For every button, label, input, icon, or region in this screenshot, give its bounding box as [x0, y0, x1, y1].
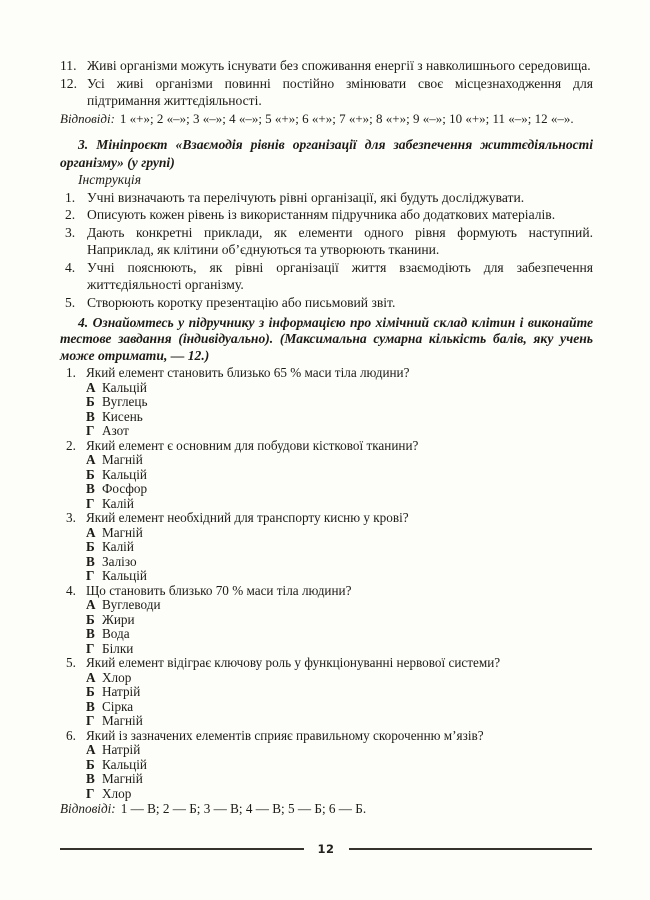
questions-list — [60, 366, 593, 801]
answer-option — [60, 410, 593, 425]
test-section — [60, 315, 593, 817]
answer-option — [60, 468, 593, 483]
item-number: 3. — [65, 224, 76, 240]
option-text: Магній — [102, 771, 143, 787]
miniproject-section — [60, 136, 593, 311]
answer-option — [60, 685, 593, 700]
option-letter: А — [86, 669, 96, 685]
option-letter: В — [86, 698, 95, 714]
answer-option — [60, 714, 593, 729]
option-letter: Б — [86, 466, 95, 482]
item-text: Який елемент необхідний для транспорту кисню у крові? — [86, 510, 409, 526]
option-text: Натрій — [102, 742, 141, 758]
option-letter: Б — [86, 539, 95, 555]
option-text: Кальцій — [102, 568, 147, 584]
option-text: Вуглеводи — [102, 597, 161, 613]
statement-item — [60, 57, 593, 75]
option-letter: Г — [86, 713, 95, 729]
question-text — [60, 584, 593, 599]
answers-label: Відповіді: — [60, 801, 116, 817]
item-text: Створюють коротку презентацію або письмовий звіт. — [87, 294, 396, 310]
option-text: Кальцій — [102, 756, 147, 772]
answer-option — [60, 613, 593, 628]
answers-values: 1 «+»; 2 «–»; 3 «–»; 4 «–»; 5 «+»; 6 «+»; 7 «+»; 8 «+»; 9 «–»; 10 «+»; 11 «–»; 12 «–». — [119, 110, 574, 126]
answer-option — [60, 540, 593, 555]
answer-option — [60, 700, 593, 715]
option-text: Натрій — [102, 684, 141, 700]
miniproject-heading: 3. Мініпроєкт «Взаємодія рівнів організації для забезпечення життєдіяльності організму» (у групі) — [60, 137, 593, 170]
item-number: 2. — [66, 437, 76, 453]
option-letter: Б — [86, 756, 95, 772]
option-letter: В — [86, 481, 95, 497]
item-number: 2. — [65, 207, 76, 222]
answer-option — [60, 555, 593, 570]
option-text: Кальцій — [102, 379, 147, 395]
statements-section — [60, 57, 593, 127]
item-text: Усі живі організми повинні постійно змінювати своє місцезнаходження для підтримання життєдіяльності. — [87, 75, 593, 108]
option-text: Жири — [102, 611, 135, 627]
test-intro: 4. Ознайомтесь у підручнику з інформацією про хімічний склад клітин і виконайте тестове завдання (індивідуально). (Максимальна сумарна кількість балів, яку учень може отримати, — 12.) — [60, 315, 593, 363]
option-letter: А — [86, 742, 96, 758]
item-number: 3. — [66, 510, 76, 526]
option-letter: Г — [86, 568, 95, 584]
item-text: Описують кожен рівень із використанням підручника або додаткових матеріалів. — [87, 207, 556, 222]
option-letter: В — [86, 626, 95, 642]
item-text: Який із зазначених елементів сприяє правильному скороченню м’язів? — [86, 727, 484, 743]
option-text: Магній — [102, 452, 143, 468]
item-number: 5. — [65, 294, 76, 310]
option-text: Магній — [102, 524, 143, 540]
answer-option — [60, 395, 593, 410]
answer-option — [60, 671, 593, 686]
item-number: 6. — [66, 727, 76, 743]
answer-option — [60, 569, 593, 584]
option-letter: Г — [86, 640, 95, 656]
option-text: Вуглець — [102, 394, 148, 410]
question-text — [60, 439, 593, 454]
answer-option — [60, 743, 593, 758]
option-text: Хлор — [102, 669, 132, 685]
page-content — [60, 57, 593, 817]
answer-option — [60, 627, 593, 642]
option-text: Калій — [102, 495, 134, 511]
question-text — [60, 729, 593, 744]
answer-option — [60, 598, 593, 613]
item-text: Який елемент становить близько 65 % маси тіла людини? — [86, 365, 410, 381]
statements-answers-line — [60, 110, 593, 128]
option-text: Сірка — [102, 698, 134, 714]
option-letter: Б — [86, 611, 95, 627]
instruction-step — [60, 259, 593, 294]
answer-option — [60, 424, 593, 439]
statement-item — [60, 75, 593, 110]
instruction-steps — [60, 189, 593, 312]
item-number: 4. — [65, 259, 76, 275]
option-letter: Б — [86, 684, 95, 700]
option-text: Хлор — [102, 785, 132, 801]
item-number: 4. — [66, 582, 76, 598]
footer-rule-left — [60, 848, 304, 850]
option-text: Кальцій — [102, 466, 147, 482]
item-number: 1. — [66, 365, 76, 381]
option-letter: Б — [86, 394, 95, 410]
option-text: Кисень — [102, 408, 143, 424]
item-number: 1. — [65, 189, 76, 205]
option-text: Калій — [102, 539, 134, 555]
answers-values: 1 — В; 2 — Б; 3 — В; 4 — В; 5 — Б; 6 — Б. — [120, 801, 367, 817]
option-text: Магній — [102, 713, 143, 729]
test-answers-line — [60, 802, 593, 817]
page-footer — [60, 842, 592, 856]
answer-option — [60, 526, 593, 541]
option-letter: А — [86, 452, 96, 468]
option-letter: В — [86, 408, 95, 424]
option-text: Азот — [102, 423, 129, 439]
item-text: Що становить близько 70 % маси тіла людини? — [86, 582, 352, 598]
instruction-step — [60, 189, 593, 207]
answer-option — [60, 381, 593, 396]
option-letter: Г — [86, 423, 95, 439]
instruction-label: Інструкція — [78, 172, 142, 187]
option-text: Білки — [102, 640, 134, 656]
item-text: Живі організми можуть існувати без споживання енергії з навколишнього середовища. — [87, 58, 591, 73]
answer-option — [60, 772, 593, 787]
item-text: Дають конкретні приклади, як елементи одного рівня формують наступний. Наприклад, як клітини об’єднуються та утворюють тканини. — [87, 224, 593, 257]
answer-option — [60, 453, 593, 468]
item-text: Учні визначають та перелічують рівні організації, які будуть досліджувати. — [87, 189, 525, 205]
option-letter: В — [86, 553, 95, 569]
answer-option — [60, 497, 593, 512]
answer-option — [60, 642, 593, 657]
footer-rule-right — [349, 848, 593, 850]
item-number: 11. — [60, 58, 77, 73]
answer-option — [60, 787, 593, 802]
option-letter: А — [86, 597, 96, 613]
item-text: Який елемент відіграє ключову роль у функціонуванні нервової системи? — [86, 655, 501, 671]
option-letter: Г — [86, 495, 95, 511]
option-text: Фосфор — [102, 481, 148, 497]
answers-label: Відповіді: — [60, 110, 115, 126]
answer-option — [60, 482, 593, 497]
statements-list — [60, 57, 593, 110]
option-text: Вода — [102, 626, 130, 642]
question-text — [60, 511, 593, 526]
item-number: 12. — [60, 75, 77, 91]
item-text: Учні пояснюють, як рівні організації життя взаємодіють для забезпечення життєдіяльності організму. — [87, 259, 593, 292]
item-number: 5. — [66, 655, 76, 671]
question-text — [60, 656, 593, 671]
option-letter: А — [86, 379, 96, 395]
option-letter: В — [86, 771, 95, 787]
option-letter: А — [86, 524, 96, 540]
instruction-step — [60, 294, 593, 312]
option-text: Залізо — [102, 553, 137, 569]
item-text: Який елемент є основним для побудови кісткової тканини? — [86, 437, 419, 453]
question-text — [60, 366, 593, 381]
page-number: 12 — [317, 842, 335, 856]
instruction-step — [60, 224, 593, 259]
instruction-step — [60, 206, 593, 224]
answer-option — [60, 758, 593, 773]
option-letter: Г — [86, 785, 95, 801]
